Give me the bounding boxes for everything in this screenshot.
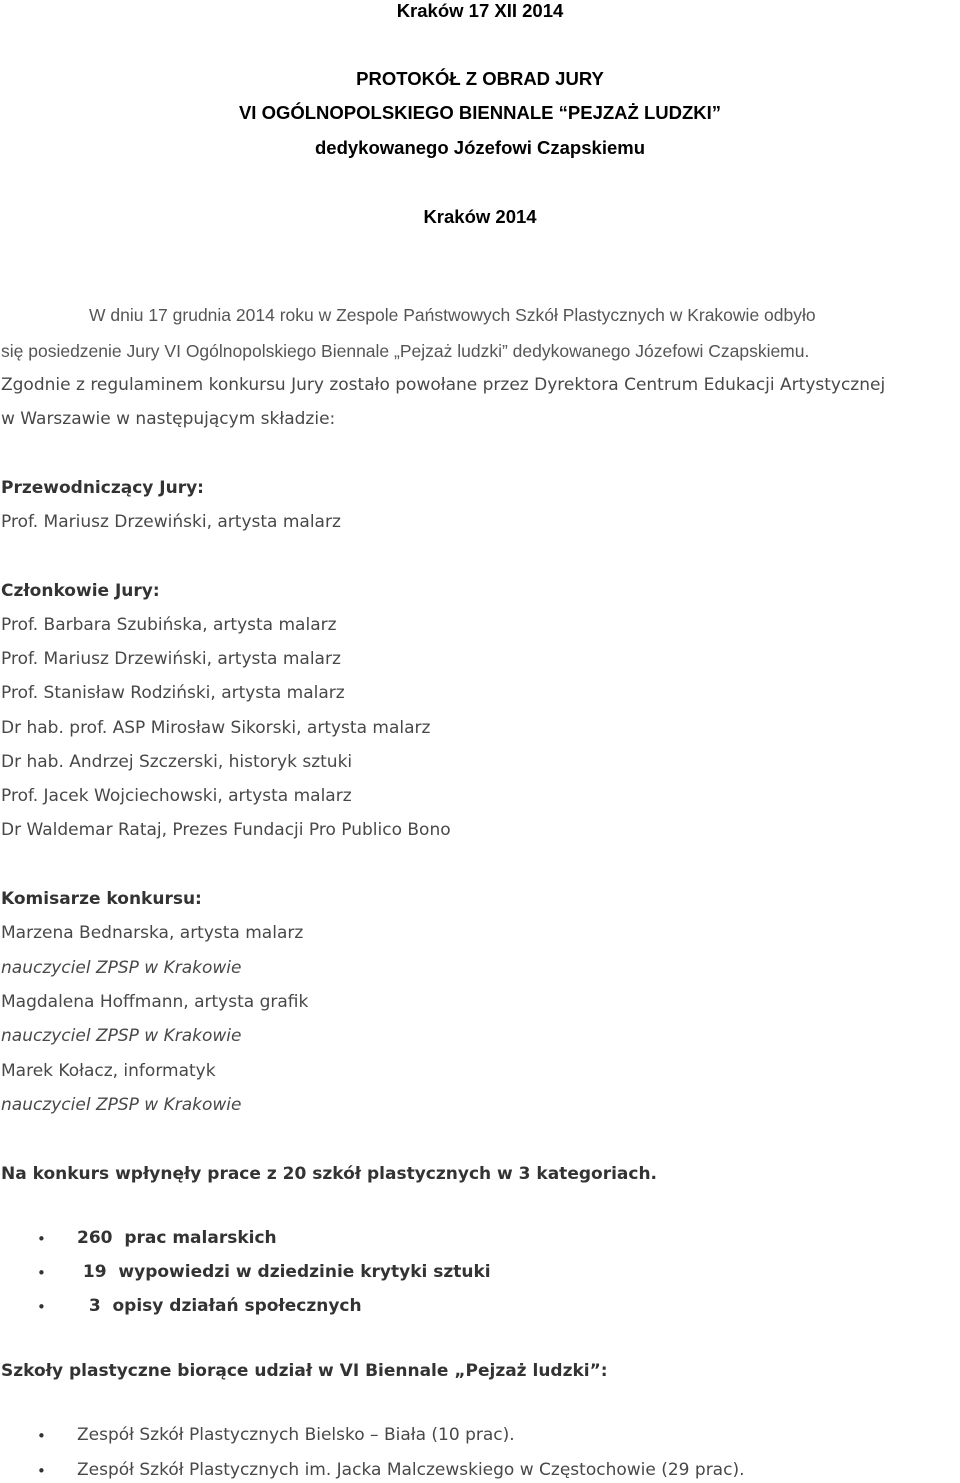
bullet-icon: • [37,1427,46,1445]
intro-line-3: Zgodnie z regulaminem konkursu Jury zostało powołane przez Dyrektora Centrum Edukacji Artystycznej [1,375,886,395]
bullet-icon: • [37,1298,46,1316]
document-subtitle: VI OGÓLNOPOLSKIEGO BIENNALE “PEJZAŻ LUDZKI” [238,102,722,123]
schools-heading: Szkoły plastyczne biorące udział w VI Biennale „Pejzaż ludzki”: [1,1361,608,1381]
bullet-icon: • [37,1230,46,1248]
school-item: Zespół Szkół Plastycznych Bielsko – Biała (10 prac). [77,1425,515,1445]
bullet-icon: • [37,1462,46,1480]
commissioner-name: Marzena Bednarska, artysta malarz [1,923,304,943]
bullet-icon: • [37,1264,46,1282]
submission-item: 3 opisy działań społecznych [77,1296,362,1316]
commissioners-heading: Komisarze konkursu: [1,889,202,909]
member-item: Prof. Stanisław Rodziński, artysta malarz [1,683,345,703]
chair-name: Prof. Mariusz Drzewiński, artysta malarz [1,512,341,532]
member-item: Dr hab. Andrzej Szczerski, historyk sztuki [1,752,353,772]
member-item: Prof. Jacek Wojciechowski, artysta malarz [1,786,352,806]
document-place-year: Kraków 2014 [423,206,537,227]
commissioner-role: nauczyciel ZPSP w Krakowie [1,1095,242,1115]
document-title: PROTOKÓŁ Z OBRAD JURY [356,68,604,89]
member-item: Prof. Mariusz Drzewiński, artysta malarz [1,649,341,669]
member-item: Dr hab. prof. ASP Mirosław Sikorski, artysta malarz [1,718,431,738]
school-item: Zespół Szkół Plastycznych im. Jacka Malczewskiego w Częstochowie (29 prac). [77,1460,745,1480]
member-item: Prof. Barbara Szubińska, artysta malarz [1,615,337,635]
member-item: Dr Waldemar Rataj, Prezes Fundacji Pro Publico Bono [1,820,451,840]
submission-item: 260 prac malarskich [77,1228,277,1248]
intro-line-1: W dniu 17 grudnia 2014 roku w Zespole Państwowych Szkół Plastycznych w Krakowie odbyło [89,305,816,325]
commissioner-role: nauczyciel ZPSP w Krakowie [1,958,242,978]
document-dedication: dedykowanego Józefowi Czapskiemu [315,137,645,158]
submission-item: 19 wypowiedzi w dziedzinie krytyki sztuki [77,1262,491,1282]
submissions-summary: Na konkurs wpłynęły prace z 20 szkół plastycznych w 3 kategoriach. [1,1164,658,1184]
chair-heading: Przewodniczący Jury: [1,478,204,498]
commissioner-role: nauczyciel ZPSP w Krakowie [1,1026,242,1046]
commissioner-name: Marek Kołacz, informatyk [1,1061,216,1081]
commissioner-name: Magdalena Hoffmann, artysta grafik [1,992,309,1012]
intro-line-4: w Warszawie w następującym składzie: [1,409,336,429]
document-date: Kraków 17 XII 2014 [396,0,564,21]
intro-line-2: się posiedzenie Jury VI Ogólnopolskiego Biennale „Pejzaż ludzki” dedykowanego Józefowi Czapskiemu. [1,341,810,361]
members-heading: Członkowie Jury: [1,581,160,601]
